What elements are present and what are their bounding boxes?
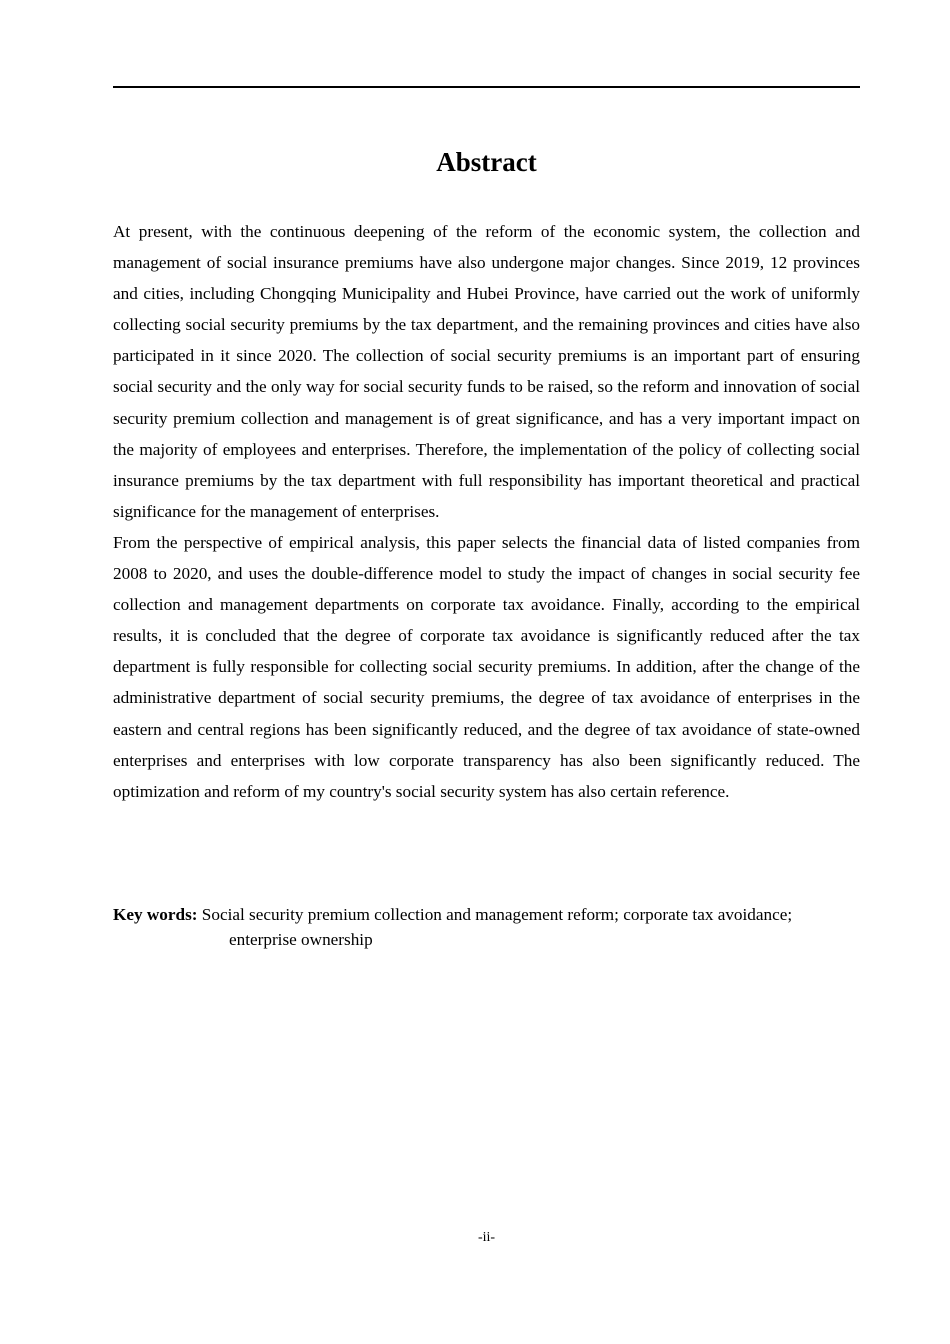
keywords-block bbox=[113, 902, 860, 952]
abstract-paragraph-2: From the perspective of empirical analysis, this paper selects the financial data of listed companies from 2008 to 2020, and uses the double-difference model to study the impact of changes in social security fee collection and management departments on corporate tax avoidance. Finally, according to the empirical results, it is concluded that the degree of corporate tax avoidance is significantly reduced after the tax department is fully responsible for collecting social security premiums. In addition, after the change of the administrative department of social security premiums, the degree of tax avoidance of enterprises in the eastern and central regions has been significantly reduced, and the degree of tax avoidance of state-owned enterprises and enterprises with low corporate transparency has also been significantly reduced. The optimization and reform of my country's social security system has also certain reference. bbox=[113, 532, 860, 801]
abstract-body bbox=[113, 216, 860, 807]
keywords-text-1: Social security premium collection and management reform; corporate tax avoidance; bbox=[201, 905, 793, 924]
header-rule bbox=[113, 86, 860, 88]
keywords-label: Key words: bbox=[113, 905, 198, 924]
keywords-text-2: enterprise ownership bbox=[229, 930, 373, 949]
page-number: -ii- bbox=[477, 1230, 496, 1245]
abstract-paragraph-1: At present, with the continuous deepening of the reform of the economic system, the collection and management of social insurance premiums have also undergone major changes. Since 2019, 12 provinces and cities, including Chongqing Municipality and Hubei Province, have carried out the work of uniformly collecting social security premiums by the tax department, and the remaining provinces and cities have also participated in it since 2020. The collection of social security premiums is an important part of ensuring social security and the only way for social security funds to be raised, so the reform and innovation of social security premium collection and management is of great significance, and has a very important impact on the majority of employees and enterprises. Therefore, the implementation of the policy of collecting social insurance premiums by the tax department with full responsibility has important theoretical and practical significance for the management of enterprises. bbox=[113, 222, 860, 521]
abstract-title: Abstract bbox=[436, 147, 537, 177]
keywords-line-1 bbox=[113, 902, 860, 927]
